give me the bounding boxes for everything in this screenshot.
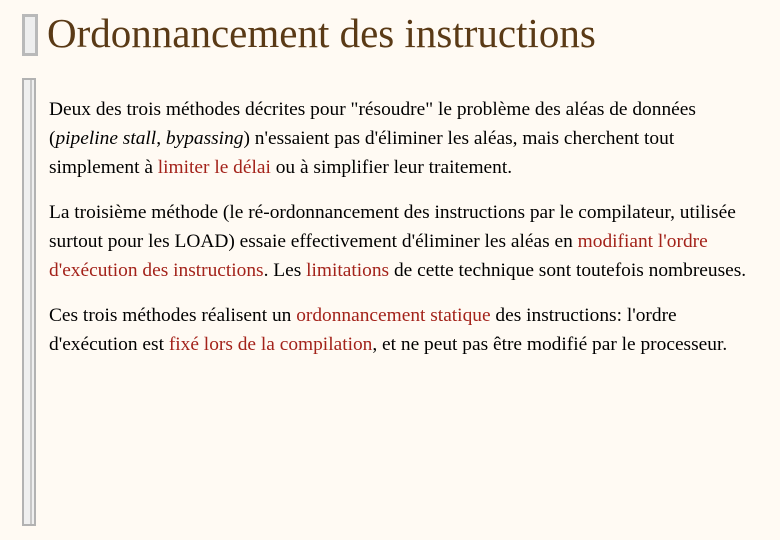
p3-highlight-compilation: fixé lors de la compilation (168, 334, 373, 355)
p1-text-2: , (156, 128, 166, 149)
slide-title: Ordonnancement des instructions (47, 10, 596, 56)
p1-text-1: Deux des trois méthodes décrites pour "résoudre" le problème des aléas de données ( (49, 99, 696, 149)
p1-term-bypassing: bypassing (165, 128, 244, 149)
p1-term-pipeline-stall: pipeline stall (55, 128, 157, 149)
p3-text-2: des instructions: l'ordre d'exécution est (49, 305, 677, 355)
p2-highlight-limitations: limitations (306, 260, 390, 281)
p2-highlight-ordre: modifiant l'ordre d'exécution des instructions (49, 231, 708, 281)
p2-text-2: . Les (263, 260, 307, 281)
title-accent-bar (22, 14, 38, 56)
p1-text-3: ) n'essaient pas d'éliminer les aléas, mais cherchent tout simplement à (49, 128, 675, 178)
body-accent-bar (22, 78, 36, 526)
p3-highlight-statique: ordonnancement statique (296, 305, 491, 326)
p3-text-3: , et ne peut pas être modifié par le processeur. (372, 334, 728, 355)
p1-highlight-limiter: limiter le délai (157, 157, 271, 178)
paragraph-2 (49, 198, 754, 285)
p2-text-3: de cette technique sont toutefois nombreuses. (389, 260, 747, 281)
slide-body (49, 95, 754, 375)
p3-text-1: Ces trois méthodes réalisent un (49, 305, 297, 326)
p1-text-4: ou à simplifier leur traitement. (270, 157, 513, 178)
p2-text-1: La troisième méthode (le ré-ordonnancement des instructions par le compilateur, utilisée surtout pour les LOAD) essaie effectivement d'éliminer les aléas en (49, 202, 736, 252)
paragraph-1 (49, 95, 754, 182)
paragraph-3 (49, 301, 754, 359)
